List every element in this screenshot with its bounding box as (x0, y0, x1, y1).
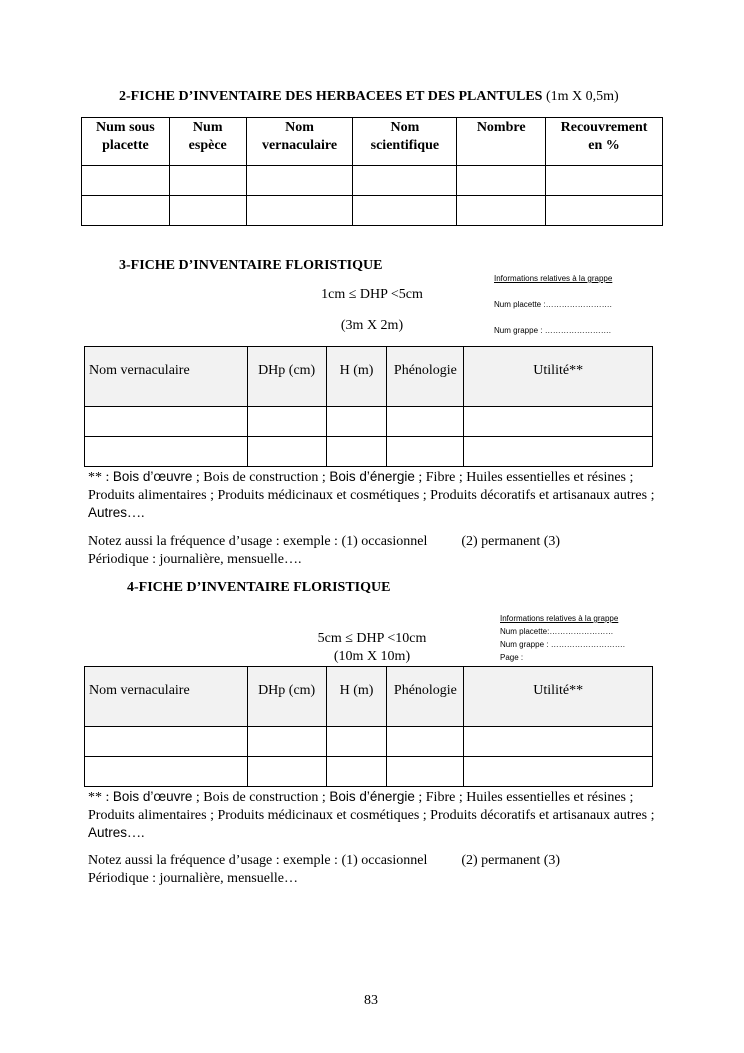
header-dhp: DHp (cm) (247, 347, 326, 407)
table-cell[interactable] (326, 437, 387, 467)
header-phenologie: Phénologie (387, 667, 464, 727)
section3-usage-footnote: ** : Bois d’œuvre ; Bois de construction ; Bois d’énergie ; Fibre ; Huiles essentielles et résines ; Produits alimentaires ; Produits médicinaux et cosmétiques ; Produits décoratifs et artisanaux autres ; Autres…. (88, 469, 655, 521)
table-cell[interactable] (246, 166, 353, 196)
section2-title-text: 2-FICHE D’INVENTAIRE DES HERBACEES ET DES PLANTULES (119, 89, 543, 104)
table-cell[interactable] (457, 166, 546, 196)
header-dhp: DHp (cm) (247, 667, 326, 727)
table-cell[interactable] (387, 437, 464, 467)
section4-dhp-range: 5cm ≤ DHP <10cm (317, 631, 427, 646)
page-number: 83 (364, 993, 378, 1008)
header-recouvrement: Recouvrement en % (546, 118, 663, 166)
cluster-info-title: Informations relatives à la grappe (500, 614, 619, 623)
header-hauteur: H (m) (326, 667, 387, 727)
table-header-row (85, 667, 653, 727)
cluster-info-grappe[interactable]: Num grappe : ………………………. (500, 640, 625, 649)
section4-usage-footnote: ** : Bois d’œuvre ; Bois de construction ; Bois d’énergie ; Fibre ; Huiles essentielles et résines ; Produits alimentaires ; Produits médicinaux et cosmétiques ; Produits décoratifs et artisanaux autres ; Autres…. (88, 789, 655, 841)
table-cell[interactable] (169, 166, 246, 196)
table-cell[interactable] (326, 727, 387, 757)
table-cell[interactable] (85, 437, 248, 467)
cluster-info-title: Informations relatives à la grappe (494, 274, 613, 283)
table-cell[interactable] (85, 407, 248, 437)
header-nom-vernaculaire: Nom vernaculaire (246, 118, 353, 166)
table-cell[interactable] (464, 437, 653, 467)
table-cell[interactable] (82, 166, 170, 196)
table-cell[interactable] (387, 727, 464, 757)
table-cell[interactable] (169, 196, 246, 226)
section2-title (119, 89, 619, 105)
header-num-espece: Num espèce (169, 118, 246, 166)
table-cell[interactable] (326, 407, 387, 437)
section4-cluster-info (500, 612, 625, 664)
section2-plot-size: (1m X 0,5m) (545, 89, 619, 104)
header-utilite: Utilité** (464, 347, 653, 407)
table-cell[interactable] (387, 407, 464, 437)
cluster-info-grappe[interactable]: Num grappe : ……………………. (494, 326, 611, 335)
header-hauteur: H (m) (326, 347, 387, 407)
section4-title: 4-FICHE D’INVENTAIRE FLORISTIQUE (127, 580, 391, 595)
cluster-info-placette[interactable]: Num placette :……………………. (494, 300, 612, 309)
table-cell[interactable] (82, 196, 170, 226)
table-cell[interactable] (464, 727, 653, 757)
table-cell[interactable] (464, 757, 653, 787)
section4-plot-size: (10m X 10m) (333, 649, 411, 664)
header-phenologie: Phénologie (387, 347, 464, 407)
floristic-inventory-table-1 (84, 346, 653, 467)
table-cell[interactable] (457, 196, 546, 226)
table-cell[interactable] (353, 196, 457, 226)
table-cell[interactable] (546, 166, 663, 196)
header-nombre: Nombre (457, 118, 546, 166)
table-cell[interactable] (247, 727, 326, 757)
section3-frequency-note: Notez aussi la fréquence d’usage : exemple : (1) occasionnel (2) permanent (3) Périodique : journalière, mensuelle…. (88, 534, 561, 567)
table-row (85, 437, 653, 467)
table-row (82, 166, 663, 196)
section4-frequency-note: Notez aussi la fréquence d’usage : exemple : (1) occasionnel (2) permanent (3) Périodique : journalière, mensuelle… (88, 853, 561, 886)
table-cell[interactable] (464, 407, 653, 437)
header-nom-vernaculaire: Nom vernaculaire (85, 667, 248, 727)
section3-title: 3-FICHE D’INVENTAIRE FLORISTIQUE (119, 258, 383, 273)
table-cell[interactable] (247, 407, 326, 437)
table-cell[interactable] (85, 727, 248, 757)
header-nom-scientifique: Nom scientifique (353, 118, 457, 166)
table-row (82, 196, 663, 226)
table-header-row (85, 347, 653, 407)
herbaceous-inventory-table (81, 117, 663, 226)
section3-cluster-info (494, 272, 612, 337)
section3-dhp-range: 1cm ≤ DHP <5cm (321, 287, 423, 302)
table-cell[interactable] (246, 196, 353, 226)
cluster-info-page[interactable]: Page : (500, 653, 524, 662)
table-cell[interactable] (247, 437, 326, 467)
table-row (85, 757, 653, 787)
table-cell[interactable] (326, 757, 387, 787)
header-num-sous-placette: Num sous placette (82, 118, 170, 166)
header-nom-vernaculaire: Nom vernaculaire (85, 347, 248, 407)
table-cell[interactable] (353, 166, 457, 196)
table-row (85, 407, 653, 437)
table-cell[interactable] (387, 757, 464, 787)
table-cell[interactable] (247, 757, 326, 787)
section3-plot-size: (3m X 2m) (340, 318, 404, 333)
table-cell[interactable] (85, 757, 248, 787)
table-row (85, 727, 653, 757)
table-cell[interactable] (546, 196, 663, 226)
floristic-inventory-table-2 (84, 666, 653, 787)
table-header-row (82, 118, 663, 166)
cluster-info-placette[interactable]: Num placette:…………………… (500, 627, 614, 636)
header-utilite: Utilité** (464, 667, 653, 727)
